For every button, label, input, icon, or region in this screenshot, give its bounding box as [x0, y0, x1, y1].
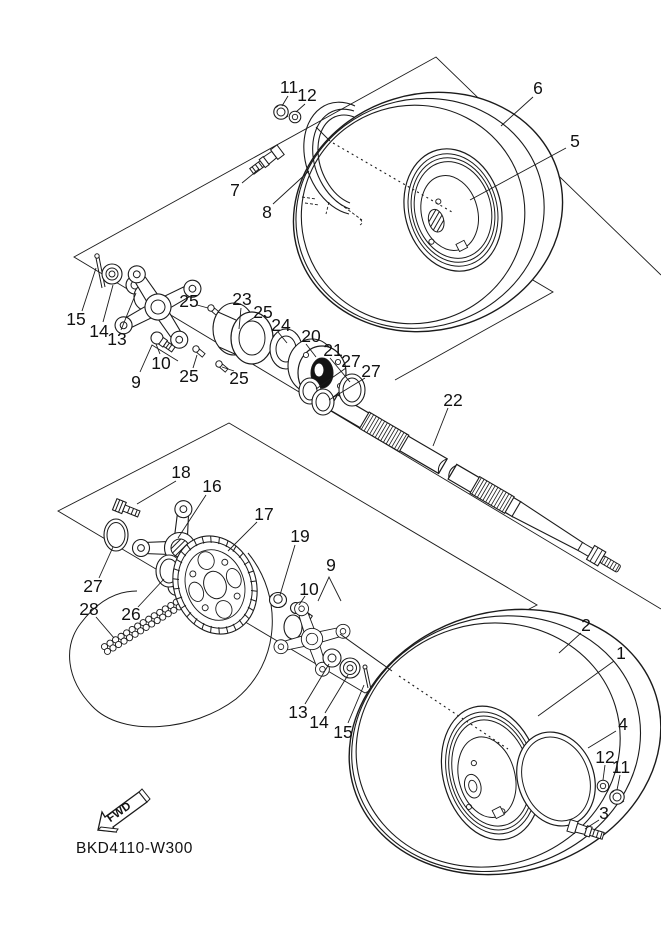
leader-line-7: [242, 169, 259, 183]
leader-line-27: [99, 547, 113, 578]
part-callout-27-18: 27: [361, 361, 381, 381]
washer-12-bottom: [597, 780, 609, 792]
part-callout-14-32: 14: [309, 712, 329, 732]
part-callout-15-33: 15: [333, 722, 353, 742]
part-callout-27-17: 27: [341, 351, 361, 371]
part-callout-13-8: 13: [107, 329, 127, 349]
diagram-code: BKD4110-W300: [76, 840, 193, 857]
leader-line-14: [325, 675, 348, 713]
washer-12-top: [289, 111, 301, 123]
part-callout-10-30: 10: [299, 579, 319, 599]
part-callout-13-31: 13: [288, 702, 308, 722]
part-callout-8-3: 8: [262, 202, 272, 222]
part-callout-27-25: 27: [83, 576, 103, 596]
part-callout-25-11: 25: [179, 291, 199, 311]
leader-line-26: [138, 579, 164, 607]
part-callout-2-34: 2: [581, 615, 591, 635]
part-callout-22-21: 22: [443, 390, 463, 410]
leader-line-12: [296, 104, 305, 112]
cotter-pin-15-bottom: [363, 665, 371, 688]
nut-14-bottom: [340, 658, 360, 678]
nut-11-top: [274, 105, 288, 119]
leader-line-17: [228, 522, 257, 551]
part-callout-6-4: 6: [533, 78, 543, 98]
leader-line-11: [282, 96, 288, 106]
part-callout-28-27: 28: [79, 599, 99, 619]
leader-line-22: [433, 408, 448, 446]
part-callout-12-1: 12: [297, 85, 317, 105]
leader-line-15: [82, 268, 96, 311]
part-callout-4-36: 4: [618, 714, 628, 734]
part-callout-25-13: 25: [253, 302, 273, 322]
fwd-arrow: [98, 789, 150, 832]
part-callout-15-6: 15: [66, 309, 86, 329]
nut-11-bottom: [610, 790, 624, 804]
leader-line-9: [318, 577, 341, 601]
part-callout-1-35: 1: [616, 643, 626, 663]
part-callout-11-0: 11: [279, 77, 299, 97]
part-callout-19-28: 19: [290, 526, 310, 546]
part-callout-11-38: 11: [611, 757, 631, 777]
part-callout-17-24: 17: [254, 504, 274, 524]
bolt-18: [112, 499, 141, 520]
part-callout-16-23: 16: [202, 476, 222, 496]
part-callout-23-12: 23: [232, 289, 252, 309]
part-callout-7-2: 7: [230, 180, 240, 200]
part-callout-9-9: 9: [131, 372, 141, 392]
fwd-label: FWD: [105, 800, 134, 825]
part-callout-20-15: 20: [301, 326, 321, 346]
part-callout-10-10: 10: [151, 353, 171, 373]
part-callout-18-22: 18: [171, 462, 191, 482]
leader-line-18: [137, 481, 176, 504]
part-callout-3-39: 3: [599, 803, 609, 823]
leader-line-14: [103, 285, 113, 322]
flange-nut-19: [270, 593, 287, 608]
part-callout-12-37: 12: [595, 747, 615, 767]
washer-13-bottom: [323, 649, 341, 667]
collar-27-b: [312, 389, 334, 415]
bottom-wheel: [316, 571, 661, 912]
part-callout-5-5: 5: [570, 131, 580, 151]
top-wheel: [263, 59, 592, 364]
part-callout-9-29: 9: [326, 555, 336, 575]
o-ring-27-left: [104, 519, 128, 551]
part-callout-14-7: 14: [89, 321, 109, 341]
part-callout-26-26: 26: [121, 604, 141, 624]
axle-shaft: [311, 384, 624, 577]
part-callout-24-14: 24: [271, 315, 291, 335]
part-callout-21-16: 21: [323, 340, 343, 360]
part-callout-25-19: 25: [179, 366, 199, 386]
leader-line-19: [280, 545, 295, 595]
leader-line-28: [96, 617, 114, 638]
nut-14-top: [102, 264, 122, 284]
part-callout-25-20: 25: [229, 368, 249, 388]
valve-stem-7: [248, 145, 284, 176]
